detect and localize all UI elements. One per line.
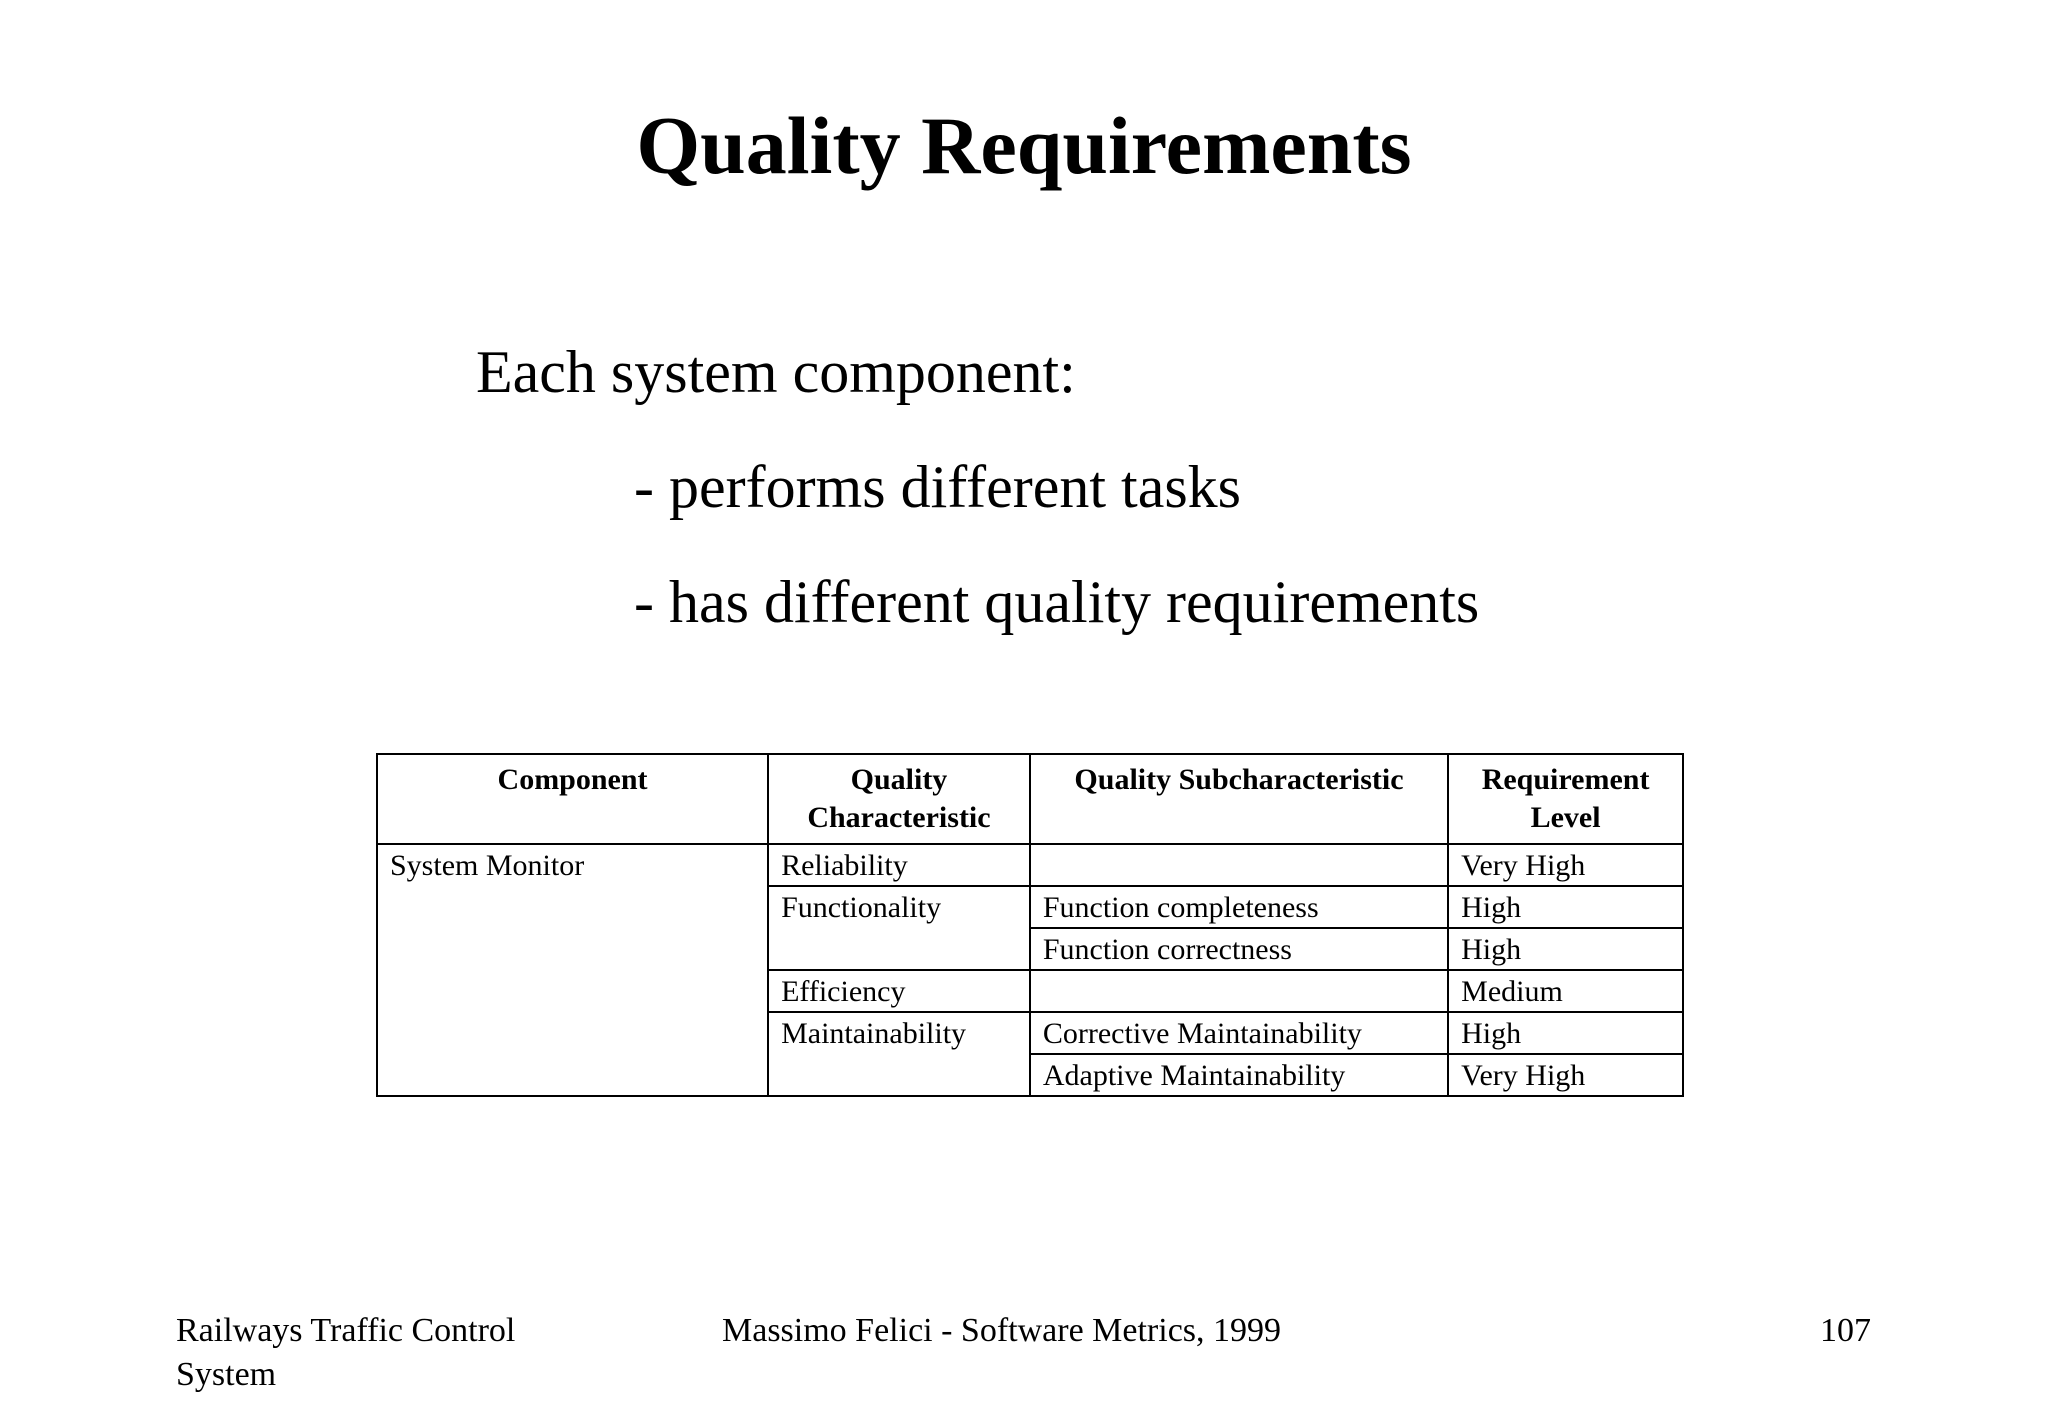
subcharacteristic-cell: Function correctness (1030, 928, 1448, 970)
table-header-row (377, 754, 1683, 844)
header-component: Component (377, 754, 768, 844)
characteristic-cell: Functionality (768, 886, 1030, 970)
level-cell: High (1448, 928, 1683, 970)
subcharacteristic-cell (1030, 844, 1448, 886)
subcharacteristic-cell: Adaptive Maintainability (1030, 1054, 1448, 1096)
header-quality-subcharacteristic: Quality Subcharacteristic (1030, 754, 1448, 844)
level-cell: Very High (1448, 844, 1683, 886)
bullet-item: - performs different tasks (634, 454, 1242, 520)
level-cell: Medium (1448, 970, 1683, 1012)
level-cell: High (1448, 886, 1683, 928)
characteristic-cell: Maintainability (768, 1012, 1030, 1096)
intro-text: Each system component: (476, 339, 1076, 405)
level-cell: High (1448, 1012, 1683, 1054)
subcharacteristic-cell (1030, 970, 1448, 1012)
level-cell: Very High (1448, 1054, 1683, 1096)
table-row (377, 844, 1683, 886)
characteristic-cell: Reliability (768, 844, 1030, 886)
quality-requirements-table (376, 753, 1684, 1097)
characteristic-cell: Efficiency (768, 970, 1030, 1012)
header-quality-characteristic: Quality Characteristic (768, 754, 1030, 844)
subcharacteristic-cell: Function completeness (1030, 886, 1448, 928)
subcharacteristic-cell: Corrective Maintainability (1030, 1012, 1448, 1054)
header-requirement-level: Requirement Level (1448, 754, 1683, 844)
footer-author: Massimo Felici - Software Metrics, 1999 (722, 1312, 1282, 1349)
component-cell: System Monitor (377, 844, 768, 1096)
footer-course-title: Railways Traffic Control System (176, 1312, 516, 1393)
page-number: 107 (1820, 1312, 1871, 1349)
bullet-item: - has different quality requirements (634, 569, 1480, 635)
slide-title: Quality Requirements (636, 100, 1412, 191)
